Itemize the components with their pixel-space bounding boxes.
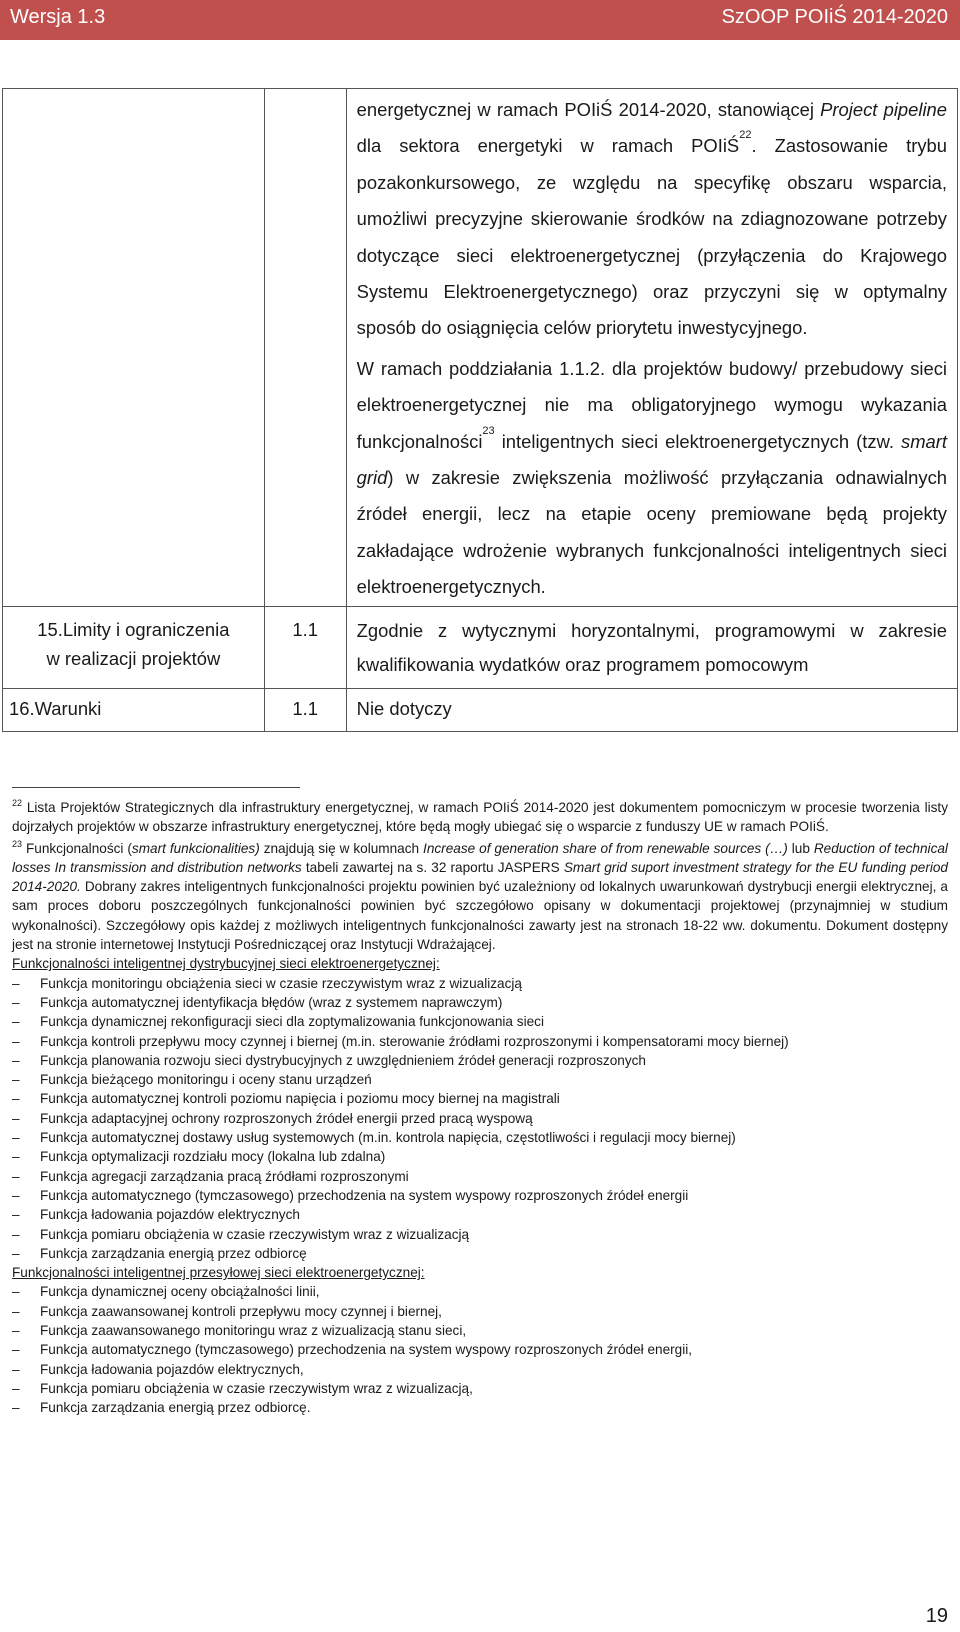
distribution-heading: Funkcjonalności inteligentnej dystrybucyjnej sieci elektroenergetycznej: (12, 956, 440, 972)
list-item: – Funkcja zaawansowanej kontroli przepływu mocy czynnej i biernej, (12, 1302, 948, 1321)
list-item: – Funkcja planowania rozwoju sieci dystrybucyjnych z uwzględnieniem źródeł generacji rozproszonych (12, 1051, 948, 1070)
footnote-separator (12, 787, 300, 788)
criteria-table (2, 88, 958, 732)
list-item: – Funkcja pomiaru obciążenia w czasie rzeczywistym wraz z wizualizacją (12, 1225, 948, 1244)
list-item: – Funkcja zarządzania energią przez odbiorcę. (12, 1398, 948, 1417)
table-row-continuation (3, 89, 958, 607)
row-15-label: 15.Limity i ograniczenia w realizacji projektów (3, 606, 265, 688)
footnotes (12, 796, 948, 1418)
page-number: 19 (925, 1605, 948, 1627)
list-item: – Funkcja pomiaru obciążenia w czasie rzeczywistym wraz z wizualizacją, (12, 1379, 948, 1398)
table-row-16 (3, 688, 958, 731)
cell-empty-number (264, 89, 346, 607)
paragraph-project-pipeline: energetycznej w ramach POIiŚ 2014-2020, stanowiącej Project pipeline dla sektora energetyki w ramach POIiŚ$^{22}$. Zastosowanie trybu pozakonkursowego, ze względu na specyfikę obszaru wsparcia, umożliwi precyzyjne skierowanie środków na zdiagnozowane potrzeby dotyczące sieci elektroenergetycznej (przyłączenia do Krajowego Systemu Elektroenergetycznego) oraz przyczyni się w optymalny sposób do osiągnięcia celów priorytetu inwestycyjnego. (356, 99, 947, 339)
header-version: Wersja 1.3 (10, 6, 106, 28)
list-item: – Funkcja adaptacyjnej ochrony rozproszonych źródeł energii przed pracą wyspową (12, 1109, 948, 1128)
page-header (0, 0, 960, 40)
row-15-text: Zgodnie z wytycznymi horyzontalnymi, programowymi w zakresie kwalifikowania wydatków oraz programem pomocowym (346, 606, 957, 688)
list-item: – Funkcja zaawansowanego monitoringu wraz z wizualizacją stanu sieci, (12, 1321, 948, 1340)
list-item: – Funkcja automatycznego (tymczasowego) przechodzenia na system wyspowy rozproszonych źródeł energii (12, 1186, 948, 1205)
list-item: – Funkcja automatycznego (tymczasowego) przechodzenia na system wyspowy rozproszonych źródeł energii, (12, 1340, 948, 1359)
list-item: – Funkcja bieżącego monitoringu i oceny stanu urządzeń (12, 1070, 948, 1089)
row-16-number: 1.1 (264, 688, 346, 731)
footnote-ref-23[interactable]: 23 (482, 424, 495, 437)
row-16-label: 16.Warunki (3, 688, 265, 731)
paragraph-smart-grid: W ramach poddziałania 1.1.2. dla projektów budowy/ przebudowy sieci elektroenergetycznej nie ma obligatoryjnego wymogu wykazania funkcjonalności$^{23}$ inteligentnych sieci elektroenergetycznych (tzw. smart grid) w zakresie zwiększenia możliwość przyłączania odnawialnych źródeł energii, lecz na etapie oceny premiowane będą projekty zakładające wdrożenie wybranych funkcjonalności inteligentnych sieci elektroenergetycznych. (356, 357, 947, 598)
list-item: – Funkcja agregacji zarządzania pracą źródłami rozproszonymi (12, 1167, 948, 1186)
list-item: – Funkcja monitoringu obciążenia sieci w czasie rzeczywistym wraz z wizualizacją (12, 974, 948, 993)
list-item: – Funkcja automatycznej kontroli poziomu napięcia i poziomu mocy biernej na magistrali (12, 1089, 948, 1108)
footnote-ref-22[interactable]: 22 (739, 129, 752, 142)
footnote-23: $^{23}$ Funkcjonalności (smart funkcionalities) znajdują się w kolumnach Increase of generation share of from renewable sources (…) lub Reduction of technical losses In transmission and distribution networks tabeli zawartej na s. 32 raportu JASPERS Smart grid suport investment strategy for the EU funding period 2014-2020. Dobrany zakres inteligentnych funkcjonalności projektu powinien być uzależniony od lokalnych uwarunkowań dystrybucji energii elektrycznej, a sam proces doboru poszczególnych funkcjonalności powinien być szczegółowo opisany w dokumentacji projektowej (przynajmniej w studium wykonalności). Szczegółowy opis każdej z możliwych inteligentnych funkcjonalności zawarty jest na stronach 18-22 ww. dokumentu. Dokument dostępny jest na stronie internetowej Instytucji Pośredniczącej oraz Instytucji Wdrażającej. (12, 838, 948, 953)
transmission-list (12, 1282, 948, 1417)
table-row-15 (3, 606, 958, 688)
list-item: – Funkcja dynamicznej oceny obciążalności linii, (12, 1282, 948, 1301)
list-item: – Funkcja ładowania pojazdów elektrycznych, (12, 1360, 948, 1379)
footnote-22: $^{22}$ Lista Projektów Strategicznych dla infrastruktury energetycznej, w ramach POIiŚ 2014-2020 jest dokumentem pomocniczym w procesie tworzenia listy dojrzałych projektów w obszarze infrastruktury energetycznej, które będą mogły ubiegać się o wsparcie z funduszy UE w ramach POIiŚ. (12, 798, 948, 835)
list-item: – Funkcja dynamicznej rekonfiguracji sieci dla zoptymalizowania funkcjonowania sieci (12, 1012, 948, 1031)
distribution-list (12, 974, 948, 1263)
cell-continuation-text (346, 89, 957, 607)
row-16-text: Nie dotyczy (346, 688, 957, 731)
list-item: – Funkcja automatycznej identyfikacja błędów (wraz z systemem naprawczym) (12, 993, 948, 1012)
list-item: – Funkcja ładowania pojazdów elektrycznych (12, 1205, 948, 1224)
cell-empty-label (3, 89, 265, 607)
row-15-number: 1.1 (264, 606, 346, 688)
list-item: – Funkcja kontroli przepływu mocy czynnej i biernej (m.in. sterowanie źródłami rozproszonymi i kompensatorami mocy biernej) (12, 1032, 948, 1051)
list-item: – Funkcja automatycznej dostawy usług systemowych (m.in. kontrola napięcia, częstotliwości i regulacji mocy biernej) (12, 1128, 948, 1147)
list-item: – Funkcja optymalizacji rozdziału mocy (lokalna lub zdalna) (12, 1147, 948, 1166)
list-item: – Funkcja zarządzania energią przez odbiorcę (12, 1244, 948, 1263)
header-document-title: SzOOP POIiŚ 2014-2020 (721, 6, 948, 28)
transmission-heading: Funkcjonalności inteligentnej przesyłowej sieci elektroenergetycznej: (12, 1265, 425, 1281)
